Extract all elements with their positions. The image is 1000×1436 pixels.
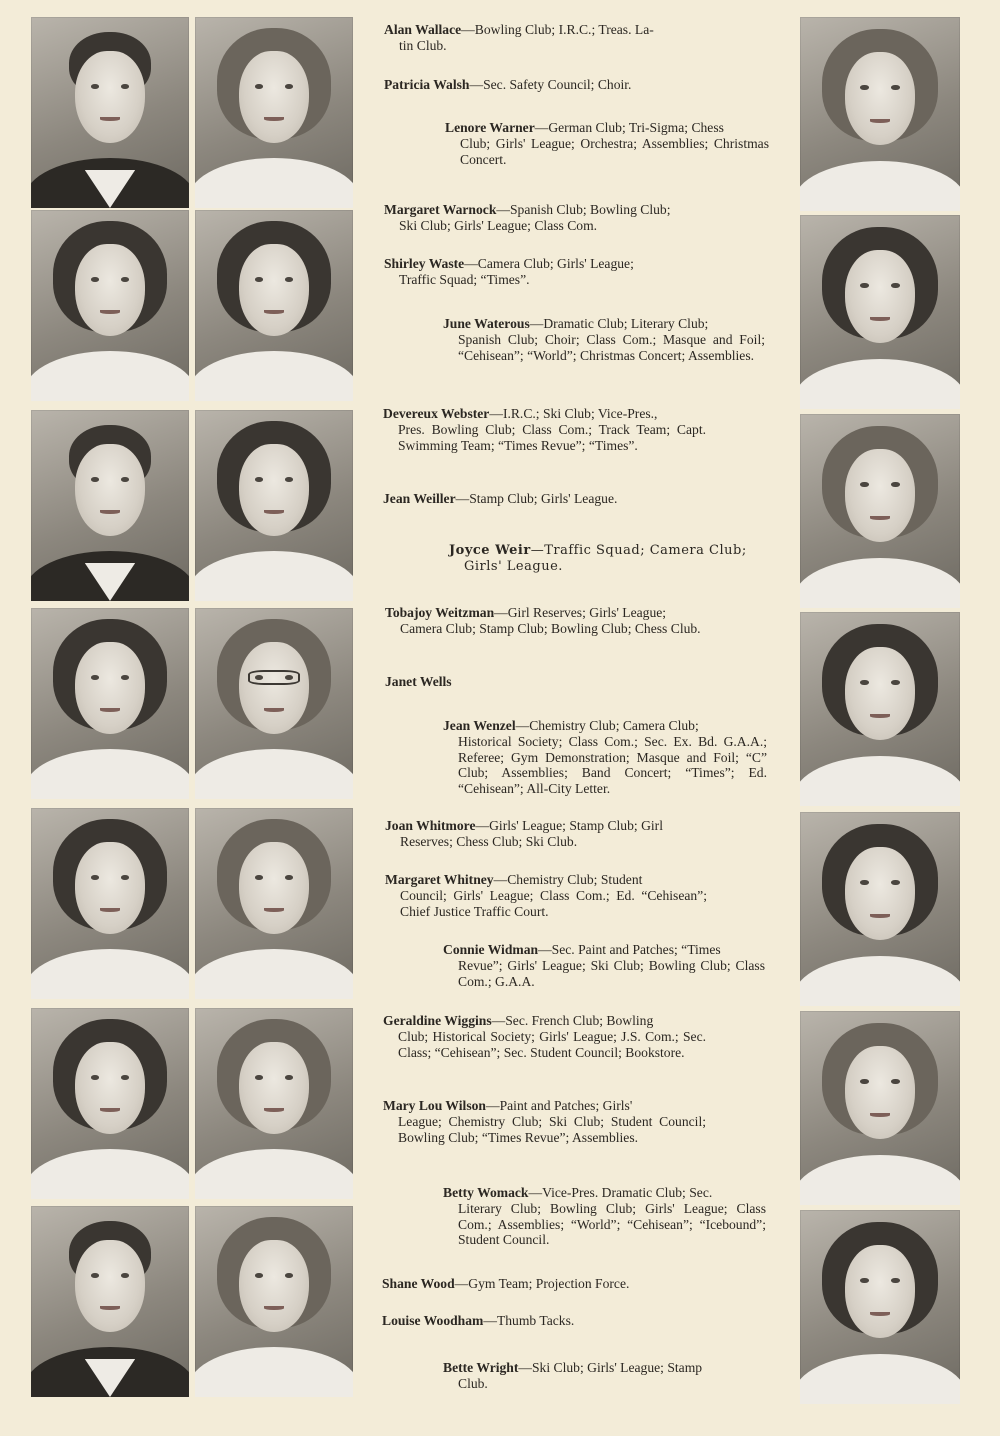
student-portrait	[800, 215, 960, 409]
activities-continued: Club; Historical Society; Girls' League; J.S. Com.; Sec. Class; “Cehisean”; Sec. Student Council; Bookstore.	[398, 1028, 706, 1060]
student-portrait	[31, 1206, 189, 1397]
activities-continued: Revue”; Girls' League; Ski Club; Bowling Club; Class Com.; G.A.A.	[458, 957, 765, 989]
entry-jean-wenzel	[443, 718, 767, 797]
entry-bette-wright	[443, 1360, 766, 1392]
activities-continued: Ski Club; Girls' League; Class Com.	[399, 217, 598, 233]
entry-alan-wallace	[384, 22, 706, 54]
student-portrait	[195, 210, 353, 401]
student-name: Devereux Webster	[383, 406, 490, 421]
entry-mary-lou-wilson	[383, 1098, 706, 1145]
entry-margaret-whitney	[385, 872, 707, 919]
student-portrait	[800, 812, 960, 1006]
entry-janet-wells	[385, 674, 707, 690]
student-portrait	[800, 1210, 960, 1404]
entry-geraldine-wiggins	[383, 1013, 706, 1060]
student-portrait	[31, 1008, 189, 1199]
student-portrait	[31, 410, 189, 601]
activities: —Thumb Tacks.	[483, 1313, 575, 1328]
activities: —German Club; Tri-Sigma; Chess	[534, 120, 724, 135]
student-name: Joan Whitmore	[385, 818, 476, 833]
student-portrait	[31, 808, 189, 999]
student-portrait	[31, 608, 189, 799]
activities-continued: Spanish Club; Choir; Class Com.; Masque and Foil; “Cehisean”; “World”; Christmas Concert; Assemblies.	[458, 331, 765, 363]
activities-continued: Club.	[458, 1375, 488, 1391]
activities: —Paint and Patches; Girls'	[485, 1098, 633, 1113]
student-name: Shane Wood	[382, 1276, 455, 1291]
student-name: Joyce Weir	[449, 543, 531, 558]
student-name: Shirley Waste	[384, 256, 465, 271]
student-portrait	[195, 808, 353, 999]
student-name: Lenore Warner	[445, 120, 535, 135]
student-name: Alan Wallace	[384, 22, 462, 37]
activities-continued: Club; Girls' League; Orchestra; Assemblies; Christmas Concert.	[460, 135, 769, 167]
student-portrait	[31, 17, 189, 208]
activities: —Sec. French Club; Bowling	[491, 1013, 654, 1028]
activities: —Traffic Squad; Camera Club;	[530, 543, 747, 558]
student-portrait	[195, 608, 353, 799]
student-portrait	[195, 1008, 353, 1199]
entry-lenore-warner	[445, 120, 769, 167]
activities-continued: tin Club.	[399, 37, 447, 53]
activities: —Stamp Club; Girls' League.	[455, 491, 618, 506]
student-name: Janet Wells	[385, 674, 452, 689]
student-name: Jean Weiller	[383, 491, 456, 506]
entry-connie-widman	[443, 942, 765, 989]
student-name: Louise Woodham	[382, 1313, 484, 1328]
activities: —Bowling Club; I.R.C.; Treas. La-	[461, 22, 654, 37]
activities-continued: Traffic Squad; “Times”.	[399, 271, 530, 287]
activities: —Spanish Club; Bowling Club;	[496, 202, 671, 217]
student-name: Tobajoy Weitzman	[385, 605, 495, 620]
entry-devereux-webster	[383, 406, 706, 453]
student-portrait	[31, 210, 189, 401]
entry-margaret-warnock	[384, 202, 706, 234]
student-name: Connie Widman	[443, 942, 539, 957]
student-portrait	[195, 17, 353, 208]
student-portrait	[800, 414, 960, 608]
entry-joyce-weir	[449, 543, 767, 575]
entry-june-waterous	[443, 316, 765, 363]
student-name: Patricia Walsh	[384, 77, 470, 92]
activities: —Sec. Safety Council; Choir.	[469, 77, 632, 92]
entry-louise-woodham	[382, 1313, 706, 1329]
entry-betty-womack	[443, 1185, 766, 1248]
activities-continued: Reserves; Chess Club; Ski Club.	[400, 833, 578, 849]
student-name: June Waterous	[443, 316, 530, 331]
activities-continued: Pres. Bowling Club; Class Com.; Track Team; Capt. Swimming Team; “Times Revue”; “Times”.	[398, 421, 706, 453]
entry-jean-weiller	[383, 491, 706, 507]
activities-continued: Historical Society; Class Com.; Sec. Ex. Bd. G.A.A.; Referee; Gym Demonstration; Masque and Foil; “C” Club; Assemblies; Band Concert; “Times”; Ed. “Cehisean”; All-City Letter.	[458, 733, 767, 797]
entry-shane-wood	[382, 1276, 706, 1292]
student-name: Bette Wright	[443, 1360, 519, 1375]
activities: —Vice-Pres. Dramatic Club; Sec.	[528, 1185, 713, 1200]
student-name: Betty Womack	[443, 1185, 529, 1200]
activities-continued: Council; Girls' League; Class Com.; Ed. “Cehisean”; Chief Justice Traffic Court.	[400, 887, 707, 919]
student-portrait	[800, 612, 960, 806]
entry-joan-whitmore	[385, 818, 707, 850]
activities-continued: League; Chemistry Club; Ski Club; Student Council; Bowling Club; “Times Revue”; Assemblies.	[398, 1113, 706, 1145]
student-name: Jean Wenzel	[443, 718, 516, 733]
entry-patricia-walsh	[384, 77, 706, 93]
activities-continued: Girls' League.	[464, 558, 563, 574]
activities-continued: Literary Club; Bowling Club; Girls' League; Class Com.; Assemblies; “World”; “Cehisean”; “Icebound”; Student Council.	[458, 1200, 766, 1248]
activities: —Chemistry Club; Camera Club;	[515, 718, 699, 733]
activities: —Sec. Paint and Patches; “Times	[538, 942, 721, 957]
student-name: Geraldine Wiggins	[383, 1013, 492, 1028]
student-name: Margaret Warnock	[384, 202, 497, 217]
student-portrait	[195, 1206, 353, 1397]
activities: —Ski Club; Girls' League; Stamp	[518, 1360, 703, 1375]
entry-tobajoy-weitzman	[385, 605, 707, 637]
activities-continued: Camera Club; Stamp Club; Bowling Club; Chess Club.	[400, 620, 701, 636]
activities: —Chemistry Club; Student	[493, 872, 643, 887]
student-portrait	[800, 17, 960, 211]
student-portrait	[195, 410, 353, 601]
activities: —Gym Team; Projection Force.	[454, 1276, 630, 1291]
student-name: Margaret Whitney	[385, 872, 494, 887]
activities: —Girls' League; Stamp Club; Girl	[475, 818, 663, 833]
activities: —I.R.C.; Ski Club; Vice-Pres.,	[489, 406, 658, 421]
activities: —Dramatic Club; Literary Club;	[529, 316, 709, 331]
activities: —Girl Reserves; Girls' League;	[494, 605, 667, 620]
activities: —Camera Club; Girls' League;	[464, 256, 634, 271]
student-name: Mary Lou Wilson	[383, 1098, 486, 1113]
entry-shirley-waste	[384, 256, 706, 288]
student-portrait	[800, 1011, 960, 1205]
